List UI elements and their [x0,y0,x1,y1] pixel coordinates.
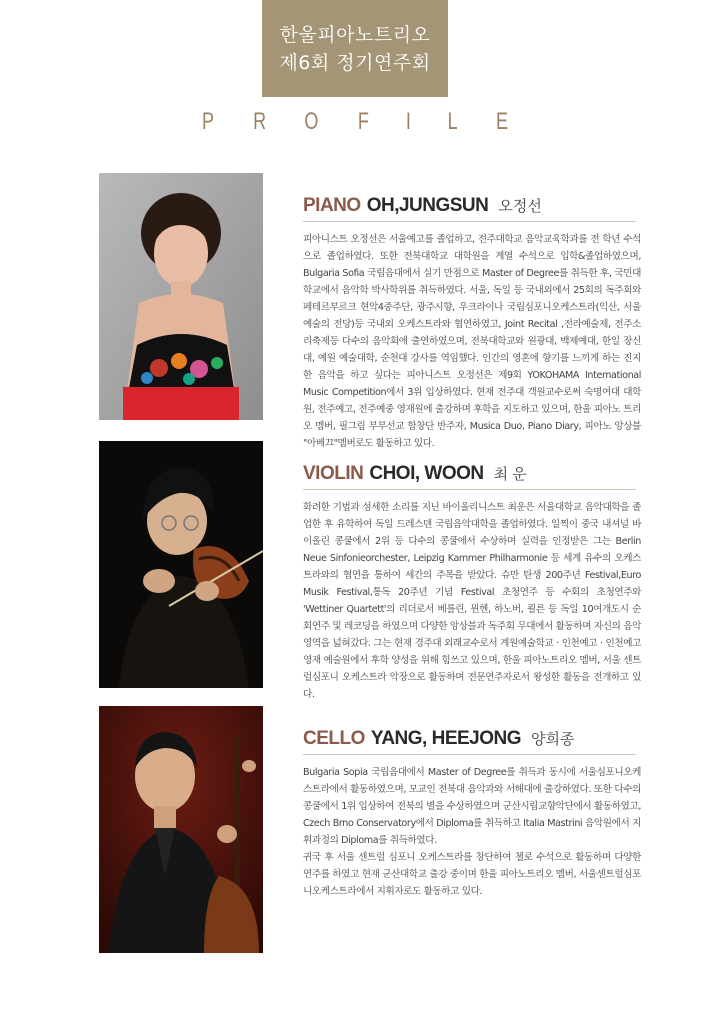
header-divider [303,489,636,490]
piano-header [303,195,542,217]
cello-header [303,728,575,750]
profile-letter: I [405,108,411,135]
profile-letter: R [252,108,266,135]
cellist-photo [99,706,263,953]
artist-korean-name: 최 운 [493,466,527,483]
profile-letter: E [495,108,508,135]
instrument-label: PIANO [303,195,361,216]
artist-name: OH,JUNGSUN [366,195,489,216]
concert-title-line2: 제6회 정기연주회 [279,51,431,74]
pianist-photo [99,173,263,420]
artist-korean-name: 오정선 [498,198,542,215]
profile-heading [200,108,510,136]
artist-korean-name: 양희종 [531,731,575,748]
profile-letter: F [357,108,369,135]
instrument-label: CELLO [303,728,365,749]
artist-name: CHOI, WOON [369,463,484,484]
profile-letter: L [447,108,458,135]
artist-bio [303,231,641,452]
artist-bio [303,499,641,703]
bio-paragraph: 피아니스트 오정선은 서울예고를 졸업하고, 전주대학교 음악교육학과를 전 학년 수석으로 졸업하였다. 또한 전북대학교 대학원을 계열 수석으로 입학&졸업하였으며, Bulgaria Sofia 국립음대에서 실기 만점으로 Master of Degree를 취득한 후, 국민대학교에서 음악학 박사학위를 취득하였다. 서울, 독일 등 국내외에서 25회의 독주회와 페테르부르크 현악4중주단, 광주시향, 우크라이나 국립심포니오케스트라(익산, 서울 예술의 전당)등 국내외 오케스트라와 협연하였고, Joint Recital ,전라예술제, 전주소리축제등 다수의 음악회에 출연하였으며, 전북대학교와 원광대, 백제예대, 한일 장신대, 예원 예술대학, 순천대 강사를 역임했다. 인간의 영혼에 향기를 느끼게 하는 진지한 음악을 하고 싶다는 피아니스트 오정선은 제9회 YOKOHAMA International Music Competition에서 3위 입상하였다. 현재 전주대 객원교수로써 숙명여대 대학원, 전주예고, 전주예중 영재원에 출강하며 후학을 지도하고 있으며, 한울 피아노 트리오 멤버, 필그림 부부선교 합창단 반주자, Musica Duo, Piano Diary, 피아노 앙상블 "아베끄"멤버로도 활동하고 있다. [303,234,641,449]
instrument-label: VIOLIN [303,463,364,484]
violin-header [303,463,527,485]
header-divider [303,221,636,222]
profile-letter: P [202,108,215,135]
bio-paragraph: 화려한 기법과 섬세한 소리를 지닌 바이올리니스트 최운은 서울대학교 음악대학을 졸업한 후 유학하여 독일 드레스덴 국립음악대학을 졸업하였다. 일찍이 중국 내셔널 바이올린 콩쿨에서 2위 등 다수의 콩쿨에서 수상하며 실력을 인정받은 그는 Berlin Neue Sinfonieorchester, Leipzig Kammer Philharmonie 등 세계 유수의 오케스트라와의 협연을 통하여 세간의 주목을 받았다. 슈만 탄생 200주년 Festival,Euro Musik Festival,통독 20주년 기념 Festival 초청연주 등 수회의 초청연주와 'Wettiner Quartett'의 리더로서 베를린, 뮌헨, 하노버, 쾰른 등 독일 10여개도시 순회연주 및 레코딩을 하였으며 다양한 앙상블과 독주회 무대에서 활동하며 자신의 음악영역을 넓혀갔다. 그는 현재 경주대 외래교수로서 계원예술학교 · 인천예고 · 인천예고 영재 예술원에서 후학 양성을 위해 힘쓰고 있으며, 한울 피아노트리오 멤버, 서울 센트럴심포니 오케스트라 악장으로 활동하며 전문연주자로서 왕성한 활동을 전개하고 있다. [303,502,641,700]
bio-paragraph: 귀국 후 서울 센트럴 심포니 오케스트라를 창단하여 첼로 수석으로 활동하며 다양한 연주를 하였고 현재 군산대학교 출강 중이며 한울 피아노트리오 멤버, 서울센트럴심포니오케스트라에서 지휘자로도 활동하고 있다. [303,852,641,897]
violinist-photo [99,441,263,688]
bio-paragraph: Bulgaria Sopia 국립음대에서 Master of Degree를 취득과 동시에 서울심포니오케스트라에서 활동하였으며, 모교인 전북대 음악과와 서해대에 출강하였다. 또한 다수의 콩쿨에서 1위 입상하여 전북의 별을 수상하였으며 군산시립교향악단에서 활동하였고, Czech Brno Conservatory에서 Diploma를 취득하고 Italia Mastrini 음악원에서 지휘과정의 Diploma를 취득하였다. [303,767,641,846]
concert-title-box [262,0,448,97]
artist-name: YANG, HEEJONG [370,728,522,749]
concert-title-line1: 한울피아노트리오 [279,23,431,46]
header-divider [303,754,636,755]
artist-bio [303,764,641,900]
profile-letter: O [304,108,319,135]
